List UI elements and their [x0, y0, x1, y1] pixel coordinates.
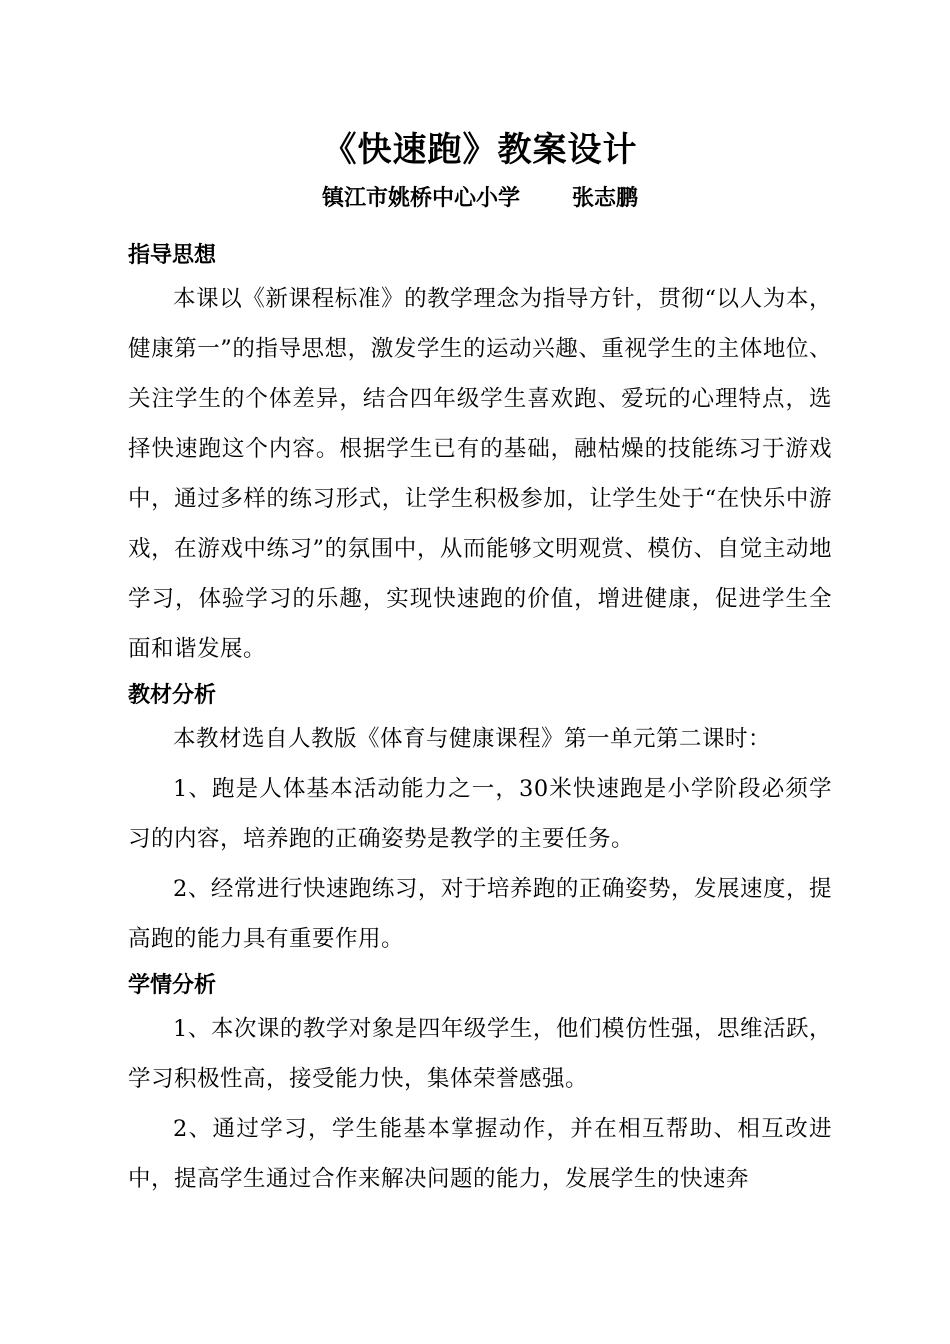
paragraph: 1、本次课的教学对象是四年级学生，他们模仿性强，思维活跃，学习积极性高，接受能力快，集体荣誉感强。: [128, 1016, 832, 1092]
paragraph: 本课以《新课程标准》的教学理念为指导方针，贯彻“以人为本，健康第一”的指导思想，激发学生的运动兴趣、重视学生的主体地位、关注学生的个体差异，结合四年级学生喜欢跑、爱玩的心理特点，选择快速跑这个内容。根据学生已有的基础，融枯燥的技能练习于游戏中，通过多样的练习形式，让学生积极参加，让学生处于“在快乐中游戏，在游戏中练习”的氛围中，从而能够文明观赏、模仿、自觉主动地学习，体验学习的乐趣，实现快速跑的价值，增进健康，促进学生全面和谐发展。: [128, 286, 832, 662]
section-heading: 学情分析: [128, 972, 217, 998]
document-title: 《快速跑》教案设计: [322, 130, 638, 170]
section-student-analysis: [128, 966, 832, 1204]
byline: [128, 180, 832, 216]
paragraph: 2、通过学习，学生能基本掌握动作，并在相互帮助、相互改进中，提高学生通过合作来解决问题的能力，发展学生的快速奔: [128, 1116, 832, 1192]
school-name: 镇江市姚桥中心小学: [321, 185, 520, 211]
paragraph: 本教材选自人教版《体育与健康课程》第一单元第二课时：: [173, 726, 772, 752]
section-heading: 教材分析: [128, 682, 217, 708]
paragraph: 2、经常进行快速跑练习，对于培养跑的正确姿势，发展速度，提高跑的能力具有重要作用。: [128, 876, 832, 952]
section-heading: 指导思想: [128, 242, 217, 268]
paragraph: 1、跑是人体基本活动能力之一，30米快速跑是小学阶段必须学习的内容，培养跑的正确姿势是教学的主要任务。: [128, 776, 832, 852]
section-guiding-ideology: [128, 236, 832, 674]
author-name: 张志鹏: [572, 185, 639, 211]
section-material-analysis: [128, 676, 832, 964]
